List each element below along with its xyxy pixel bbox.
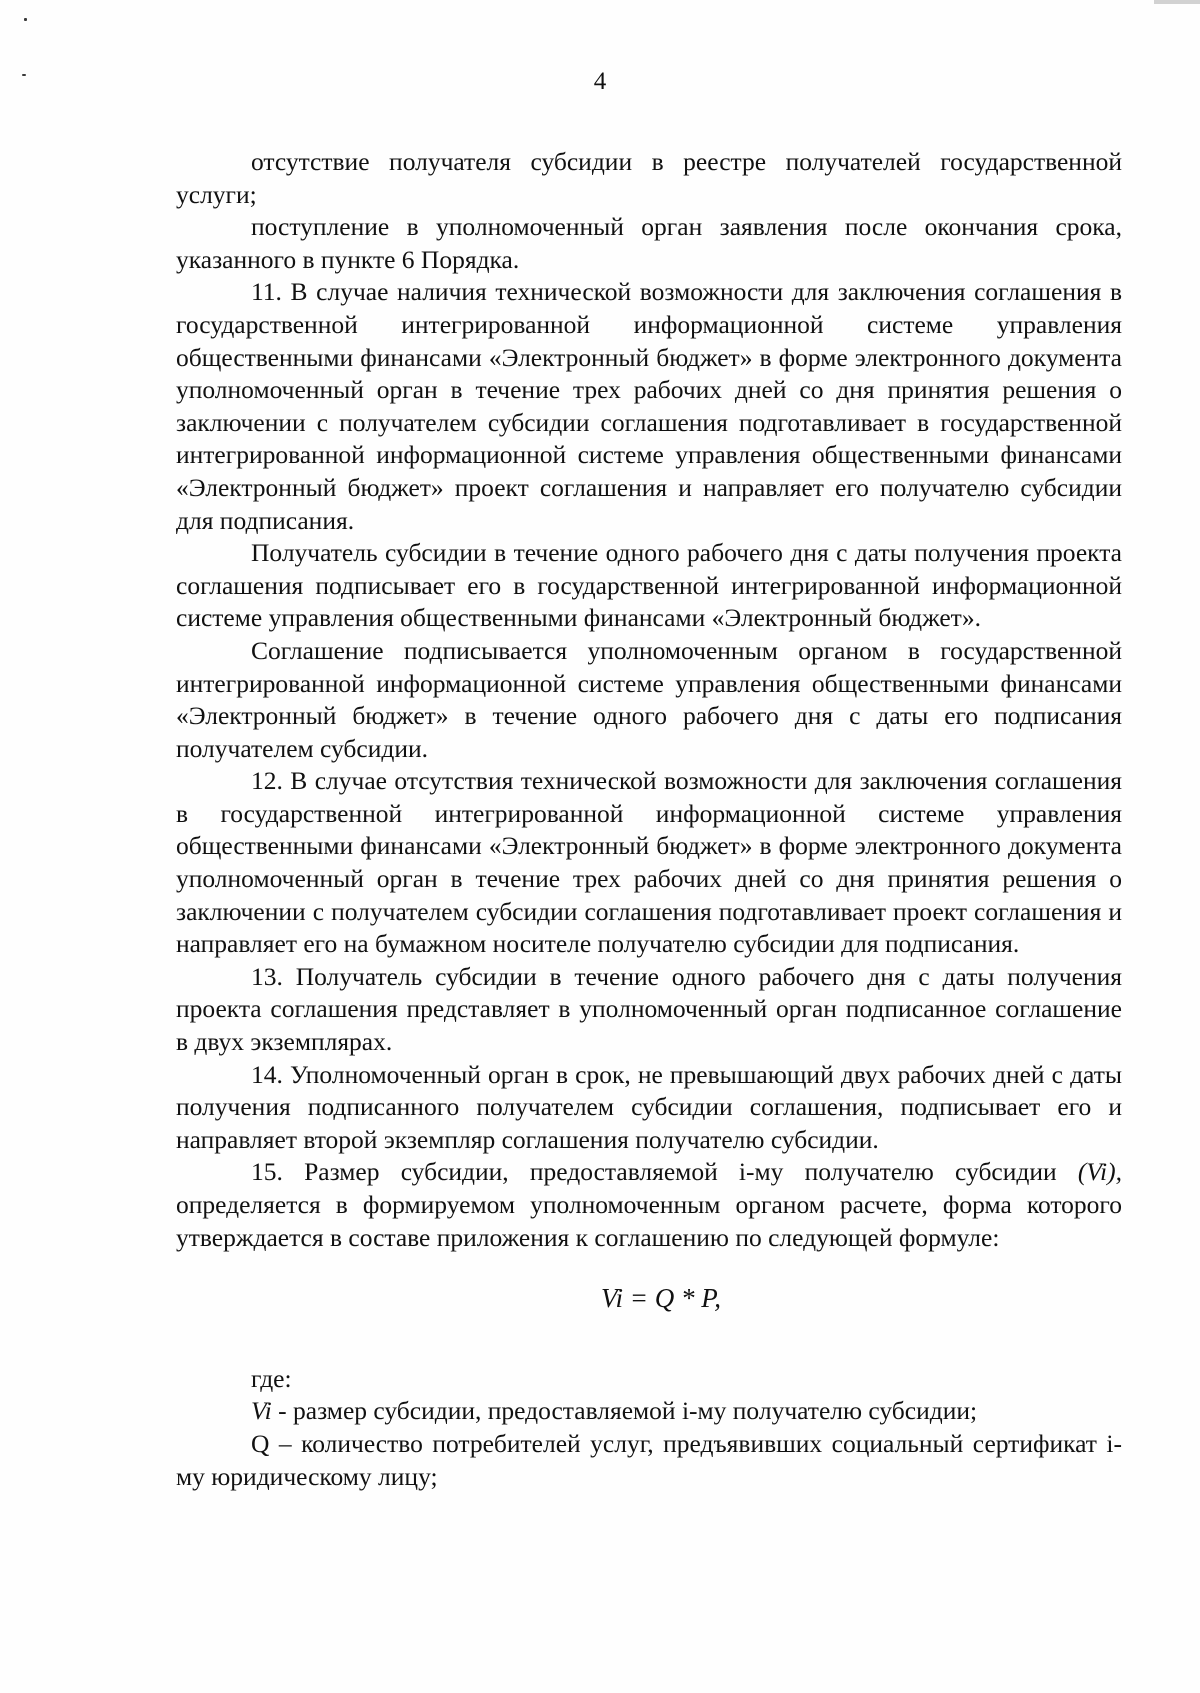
paragraph-13: 13. Получатель субсидии в течение одного рабочего дня с даты получения проекта соглашения представляет в уполномоченный орган подписанное соглашение в двух экземплярах. — [176, 961, 1122, 1057]
paragraph-12: 12. В случае отсутствия технической возможности для заключения соглашения в государственной интегрированной информационной системе управления общественными финансами «Электронный бюджет» в форме электронного документа уполномоченный орган в течение трех рабочих дней со дня принятия решения о заключении с получателем субсидии соглашения подготавливает проект соглашения и направляет его на бумажном носителе получателю субсидии для подписания. — [176, 766, 1122, 959]
where-label: где: — [251, 1363, 292, 1393]
definition-text: - размер субсидии, предоставляемой i-му получателю субсидии; — [271, 1396, 978, 1426]
definition-symbol: Q — [251, 1428, 270, 1458]
definition-symbol: Vi — [251, 1396, 272, 1426]
scan-speck — [24, 18, 27, 21]
paragraph-15 — [176, 1156, 1122, 1254]
paragraph: Соглашение подписывается уполномоченным органом в государственной интегрированной информационной системе управления общественными финансами «Электронный бюджет» в течение одного рабочего дня с даты его подписания получателем субсидии. — [176, 635, 1122, 763]
paragraph-15-rest: определяется в формируемом уполномоченным органом расчете, форма которого утверждается в составе приложения к соглашению по следующей формуле: — [176, 1190, 1122, 1252]
scan-edge-mark — [1154, 0, 1200, 4]
definition-vi — [176, 1395, 1122, 1428]
definition-q — [176, 1428, 1122, 1493]
paragraph-15-lead: 15. Размер субсидии, предоставляемой i-му получателю субсидии — [251, 1157, 1057, 1187]
definition-text: – количество потребителей услуг, предъявивших социальный сертификат i-му юридическому лицу; — [176, 1428, 1122, 1491]
paragraph-14: 14. Уполномоченный орган в срок, не превышающий двух рабочих дней с даты получения подписанного получателем субсидии соглашения, подписывает его и направляет второй экземпляр соглашения получателю субсидии. — [176, 1059, 1122, 1154]
formula: Vi = Q * P, — [601, 1283, 721, 1314]
paragraph: Получатель субсидии в течение одного рабочего дня с даты получения проекта соглашения подписывает его в государственной интегрированной информационной системе управления общественными финансами «Электронный бюджет». — [176, 538, 1122, 633]
paragraph-11: 11. В случае наличия технической возможности для заключения соглашения в государственной интегрированной информационной системе управления общественными финансами «Электронный бюджет» в форме электронного документа уполномоченный орган в течение трех рабочих дней со дня принятия решения о заключении с получателем субсидии соглашения подготавливает в государственной интегрированной информационной системе управления общественными финансами «Электронный бюджет» проект соглашения и направляет его получателю субсидии для подписания. — [176, 277, 1122, 535]
page-number: 4 — [593, 68, 607, 95]
paragraph-15-symbol: (Vi), — [1077, 1157, 1122, 1187]
paragraph: отсутствие получателя субсидии в реестре получателей государственной услуги; — [176, 147, 1122, 209]
document-body — [176, 146, 1122, 1493]
paragraph: поступление в уполномоченный орган заявления после окончания срока, указанного в пункте 6 Порядка. — [176, 212, 1122, 274]
